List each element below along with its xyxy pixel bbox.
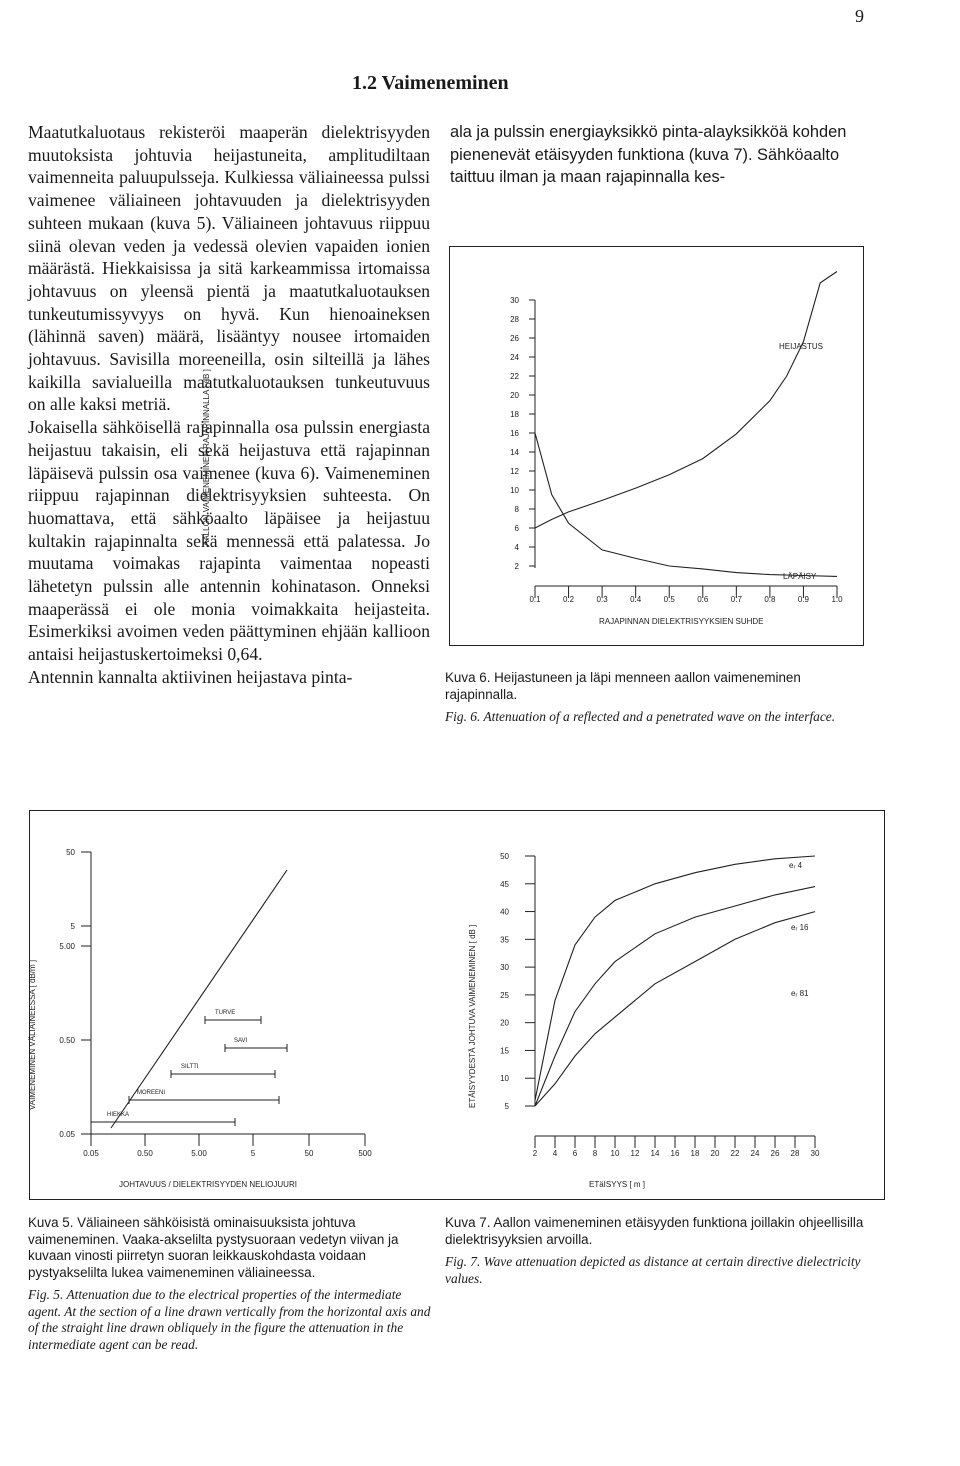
series-label-heijastus: HEIJASTUS: [779, 342, 824, 351]
y-tick-label: 4: [514, 543, 519, 552]
x-axis-title: RAJAPINNAN DIELEKTRISYYKSIEN SUHDE: [599, 617, 764, 626]
y-tick-label: 0.05: [59, 1130, 75, 1139]
y-tick-label: 16: [510, 429, 519, 438]
figure-5-chart: [29, 810, 449, 1200]
y-tick-label: 40: [500, 907, 509, 917]
range-label: SILTTI: [181, 1064, 199, 1070]
y-tick-label: 15: [500, 1046, 509, 1056]
x-tick-label: 0.4: [630, 595, 642, 604]
x-tick-label: 0.7: [730, 595, 742, 604]
y-axis-title: AALLON VAIMENEMINEN RAJAPINNALLA [ dB ]: [202, 369, 211, 546]
x-tick-label: 30: [810, 1149, 820, 1158]
x-tick-label: 1.0: [831, 595, 843, 604]
y-axis-title: ETÄISYYDESTÄ JOHTUVA VAIMENEMINEN [ dB ]: [468, 924, 477, 1108]
x-tick-label: 18: [690, 1149, 700, 1158]
y-tick-label: 5: [504, 1102, 509, 1111]
y-tick-label: 35: [500, 935, 509, 945]
figure-7-caption-fi: Kuva 7. Aallon vaimeneminen etäisyyden funktiona joillakin ohjeellisilla dielektrisyyksien arvoilla.: [445, 1215, 864, 1247]
y-tick-label: 0.50: [59, 1036, 75, 1045]
figure-5: [29, 810, 449, 1200]
y-tick-label: 12: [510, 467, 519, 476]
curve-er-16: [535, 887, 815, 1106]
x-tick-label: 0.5: [663, 595, 675, 604]
x-axis-title: JOHTAVUUS / DIELEKTRISYYDEN NELIOJUURI: [119, 1180, 297, 1189]
x-tick-label: 50: [304, 1149, 314, 1158]
figure-7: [449, 810, 885, 1200]
x-tick-label: 5.00: [191, 1149, 207, 1158]
y-tick-label: 30: [510, 296, 519, 305]
range-label: HIEKKA: [107, 1112, 130, 1118]
y-tick-label: 10: [500, 1074, 509, 1084]
y-tick-label: 28: [510, 315, 519, 324]
x-tick-label: 8: [592, 1149, 598, 1158]
y-tick-label: 50: [66, 848, 75, 857]
x-tick-label: 0.6: [697, 595, 709, 604]
y-tick-label: 26: [510, 334, 519, 343]
x-tick-label: 2: [532, 1149, 538, 1158]
x-tick-label: 6: [572, 1149, 578, 1158]
y-axis-title: VAIMENEMINEN VÄLIAINEESSA [ dB/m ]: [28, 959, 37, 1110]
figure-5-captions: [28, 1215, 432, 1353]
y-tick-label: 20: [510, 391, 519, 400]
series-label-er-16: eᵣ 16: [791, 923, 809, 932]
y-tick-label: 6: [514, 524, 519, 533]
y-tick-label: 2: [514, 562, 519, 571]
paragraph-3: Antennin kannalta aktiivinen heijastava pinta-: [28, 666, 353, 687]
page-number: 9: [855, 6, 864, 26]
x-tick-label: 0.9: [797, 595, 810, 604]
x-tick-label: 10: [610, 1149, 620, 1158]
y-tick-label: 50: [500, 852, 509, 861]
y-tick-label: 5: [70, 922, 75, 931]
reflection-curve: [535, 272, 837, 529]
x-tick-label: 0.2: [562, 595, 575, 604]
range-label: MOREENI: [137, 1090, 166, 1096]
figure-6-captions: [445, 670, 873, 726]
figure-6-caption-en: Fig. 6. Attenuation of a reflected and a penetrated wave on the interface.: [445, 709, 836, 724]
x-tick-label: 0.1: [529, 595, 541, 604]
y-tick-label: 25: [500, 990, 509, 1000]
section-title: 1.2 Vaimeneminen: [352, 72, 509, 94]
y-tick-label: 20: [500, 1018, 509, 1028]
figure-5-caption-fi: Kuva 5. Väliaineen sähköisistä ominaisuuksista johtuva vaimeneminen. Vaaka-akselilta pystysuoraan vedetyn viivan ja kuvaan vinosti piirretyn suoran leikkauskohdasta voidaan pystyakselilta lukea vaimeneminen väliaineessa.: [28, 1215, 399, 1280]
paragraph-1: Maatutkaluotaus rekisteröi maaperän dielektrisyyden muutoksista johtuvia heijastuneita, amplitudiltaan vaimenneita paluupulsseja. Kulkiessa väliaineessa pulssi vaimenee väliaineen johtavuuden ja dielektrisyyden suhteen mukaan (kuva 5). Väliaineen johtavuus riippuu siinä olevan veden ja vedessä olevien vapaiden ionien määrästä. Hiekkaisissa ja sitä karkeammissa irtomaissa johtavuus on yleensä pientä ja maatutkaluotauksen tunkeutumissyvyys on hyvä. Kun hienoaineksen (lähinnä saven) määrä, lisääntyy nousee irtomaiden johtavuus. Savisilla moreeneilla, osin silteillä ja lähes kaikilla savialueilla maatutkaluotauksen tunkeutuvuus on alle kaksi metriä.: [28, 122, 430, 415]
y-tick-label: 45: [500, 879, 509, 889]
range-label: SAVI: [234, 1038, 248, 1044]
y-tick-label: 5.00: [59, 942, 75, 951]
y-tick-label: 8: [514, 505, 519, 514]
x-tick-label: 24: [750, 1149, 760, 1158]
figure-7-chart: [449, 810, 885, 1200]
x-tick-label: 5: [250, 1149, 256, 1158]
y-tick-label: 22: [510, 372, 519, 381]
x-tick-label: 0.50: [137, 1149, 153, 1158]
x-tick-label: 500: [358, 1149, 372, 1158]
x-tick-label: 20: [710, 1149, 720, 1158]
right-column: [450, 121, 872, 189]
y-tick-label: 30: [500, 963, 509, 973]
series-label-er-81: eᵣ 81: [791, 989, 809, 998]
y-tick-label: 10: [510, 486, 519, 495]
left-column: [28, 121, 430, 689]
x-tick-label: 0.3: [596, 595, 608, 604]
x-tick-label: 14: [650, 1149, 660, 1158]
y-tick-label: 24: [510, 353, 519, 362]
x-tick-label: 16: [670, 1149, 680, 1158]
figure-5-caption-en: Fig. 5. Attenuation due to the electrical properties of the intermediate agent. At the section of a line drawn vertically from the horizontal axis and of the straight line drawn obliquely in the figure the attenuation in the intermediate agent can be read.: [28, 1287, 431, 1352]
range-label: TURVE: [215, 1010, 236, 1016]
right-paragraph: ala ja pulssin energiayksikkö pinta-alayksikköä kohden pienenevät etäisyyden funktiona (kuva 7). Sähköaalto taittuu ilman ja maan rajapinnalla kes-: [450, 123, 847, 187]
curve-er-4: [535, 856, 815, 1100]
x-tick-label: 26: [770, 1149, 780, 1158]
series-label-lapaisy: LÄPÄISY: [783, 572, 817, 581]
x-tick-label: 0.05: [83, 1149, 99, 1158]
figure-7-caption-en: Fig. 7. Wave attenuation depicted as distance at certain directive dielectricity values.: [445, 1254, 861, 1286]
figure-7-captions: [445, 1215, 873, 1287]
penetration-curve: [535, 433, 837, 576]
x-tick-label: 0.8: [764, 595, 776, 604]
paragraph-2: Jokaisella sähköisellä rajapinnalla osa pulssin energiasta heijastuu takaisin, eli sekä heijastuva että rajapinnan läpäisevä pulssin osa vaimenee (kuva 6). Vaimeneminen riippuu rajapinnan dielektrisyyksien suhteesta. On huomattava, että sähköaalto läpäisee ja heijastuu kultakin rajapinnalta sekä mennessä että palatessa. Jo muutama voimakas rajapinta vaimentaa nopeasti lähetetyn pulssin alle antennin kohinatason. Onneksi maaperässä ei ole monia voimakkaita heijasteita. Esimerkiksi avoimen veden päättyminen ehjään kallioon antaisi heijastuskertoimeksi 0,64.: [28, 417, 430, 665]
series-label-er-4: eᵣ 4: [789, 861, 803, 870]
x-axis-title: ETäISYYS [ m ]: [589, 1180, 646, 1189]
x-tick-label: 4: [552, 1149, 558, 1158]
figure-6-caption-fi: Kuva 6. Heijastuneen ja läpi menneen aallon vaimeneminen rajapinnalla.: [445, 670, 801, 702]
x-tick-label: 28: [790, 1149, 800, 1158]
x-tick-label: 22: [730, 1149, 740, 1158]
y-tick-label: 14: [510, 448, 519, 457]
x-tick-label: 12: [630, 1149, 640, 1158]
y-tick-label: 18: [510, 410, 519, 419]
